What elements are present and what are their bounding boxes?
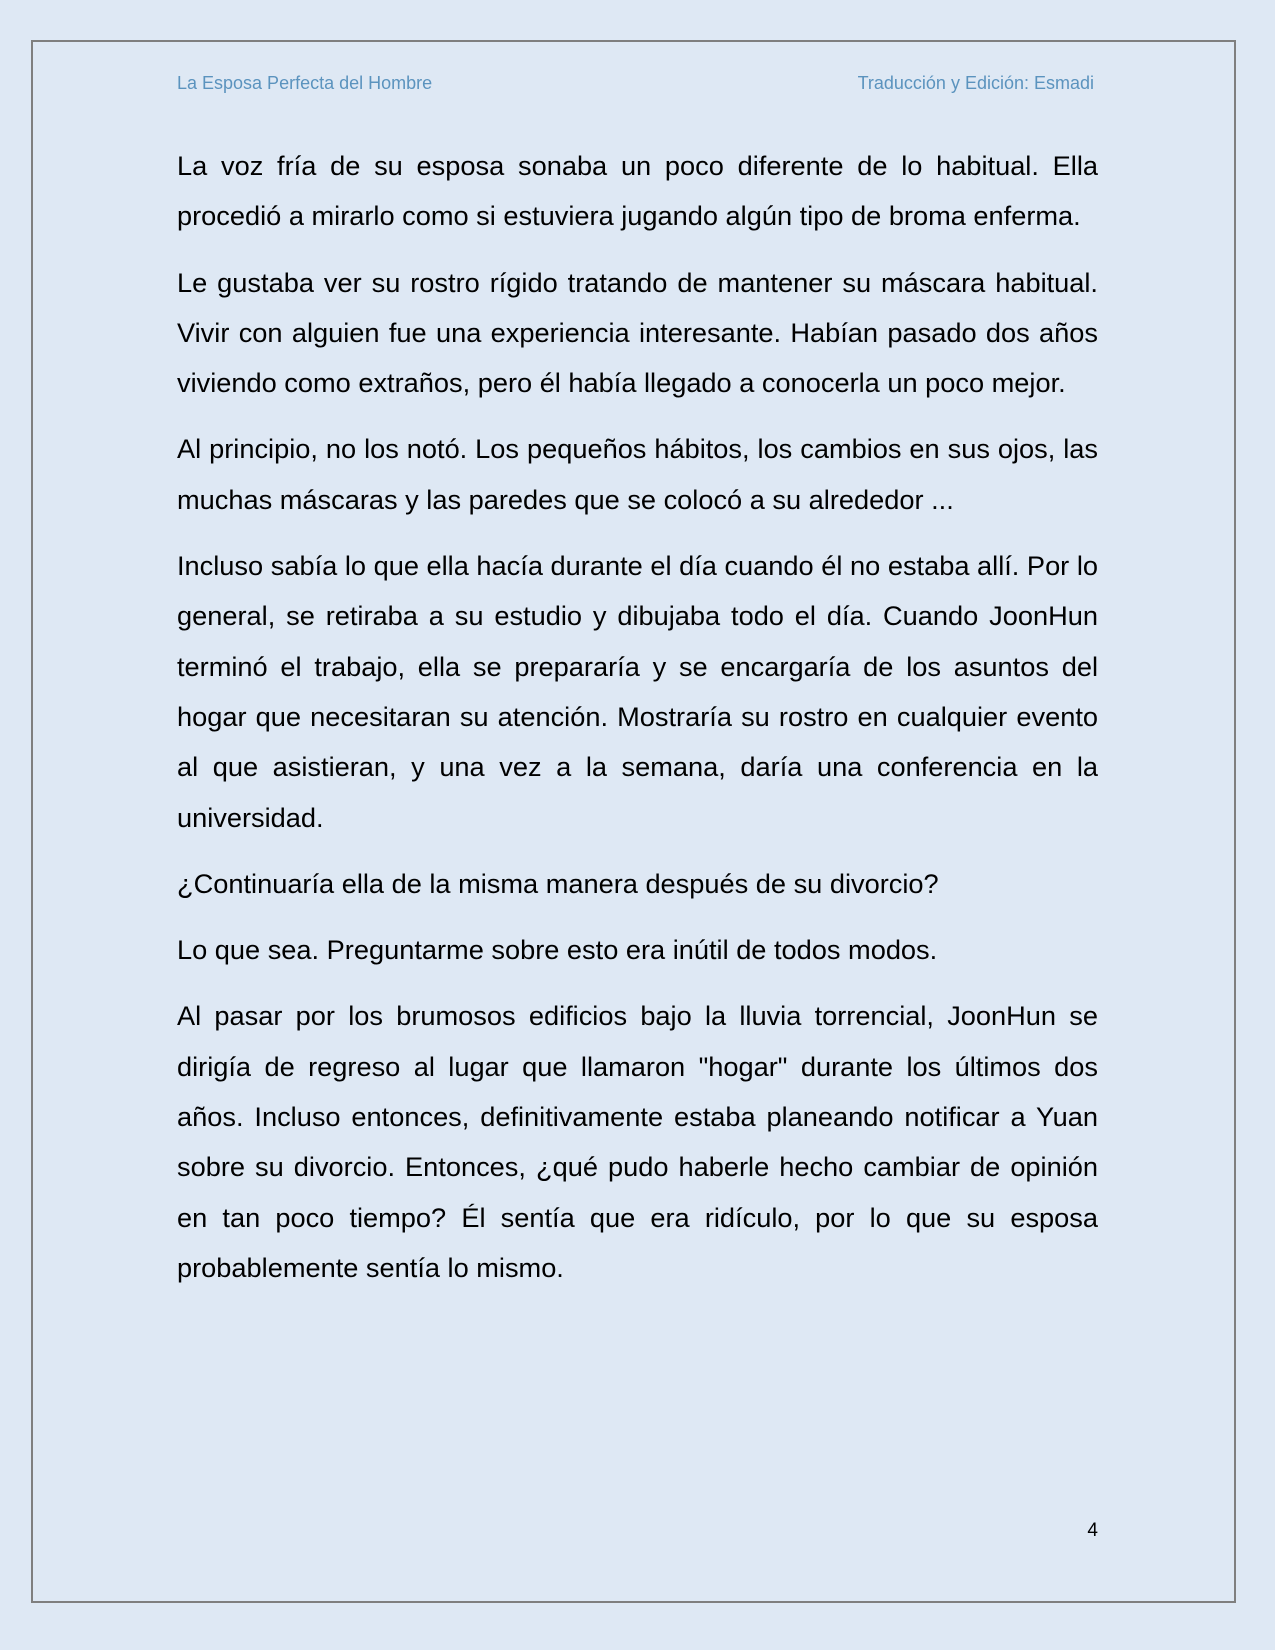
header-book-title: La Esposa Perfecta del Hombre xyxy=(177,73,433,93)
page-number: 4 xyxy=(1087,1520,1098,1541)
paragraph: Incluso sabía lo que ella hacía durante el día cuando él no estaba allí. Por lo general, se retiraba a su estudio y dibujaba todo el día. Cuando JoonHun terminó el trabajo, ella se prepararía y se encargaría de los asuntos del hogar que necesitaran su atención. Mostraría su rostro en cualquier evento al que asistieran, y una vez a la semana, daría una conferencia en la universidad. xyxy=(177,550,1098,833)
body-text xyxy=(177,141,1098,1309)
paragraph: Le gustaba ver su rostro rígido tratando de mantener su máscara habitual. Vivir con alguien fue una experiencia interesante. Habían pasado dos años viviendo como extraños, pero él había llegado a conocerla un poco mejor. xyxy=(177,266,1098,399)
paragraph: ¿Continuaría ella de la misma manera después de su divorcio? xyxy=(177,867,939,899)
paragraph: Al pasar por los brumosos edificios bajo la lluvia torrencial, JoonHun se dirigía de regreso al lugar que llamaron "hogar" durante los últimos dos años. Incluso entonces, definitivamente estaba planeando notificar a Yuan sobre su divorcio. Entonces, ¿qué pudo haberle hecho cambiar de opinión en tan poco tiempo? Él sentía que era ridículo, por lo que su esposa probablemente sentía lo mismo. xyxy=(177,1000,1098,1283)
paragraph: Al principio, no los notó. Los pequeños hábitos, los cambios en sus ojos, las muchas máscaras y las paredes que se colocó a su alrededor ... xyxy=(177,433,1098,515)
paragraph: La voz fría de su esposa sonaba un poco diferente de lo habitual. Ella procedió a mirarlo como si estuviera jugando algún tipo de broma enferma. xyxy=(177,150,1098,232)
paragraph: Lo que sea. Preguntarme sobre esto era inútil de todos modos. xyxy=(177,934,938,966)
running-header xyxy=(177,73,1094,97)
header-translation-credit: Traducción y Edición: Esmadi xyxy=(857,73,1094,93)
